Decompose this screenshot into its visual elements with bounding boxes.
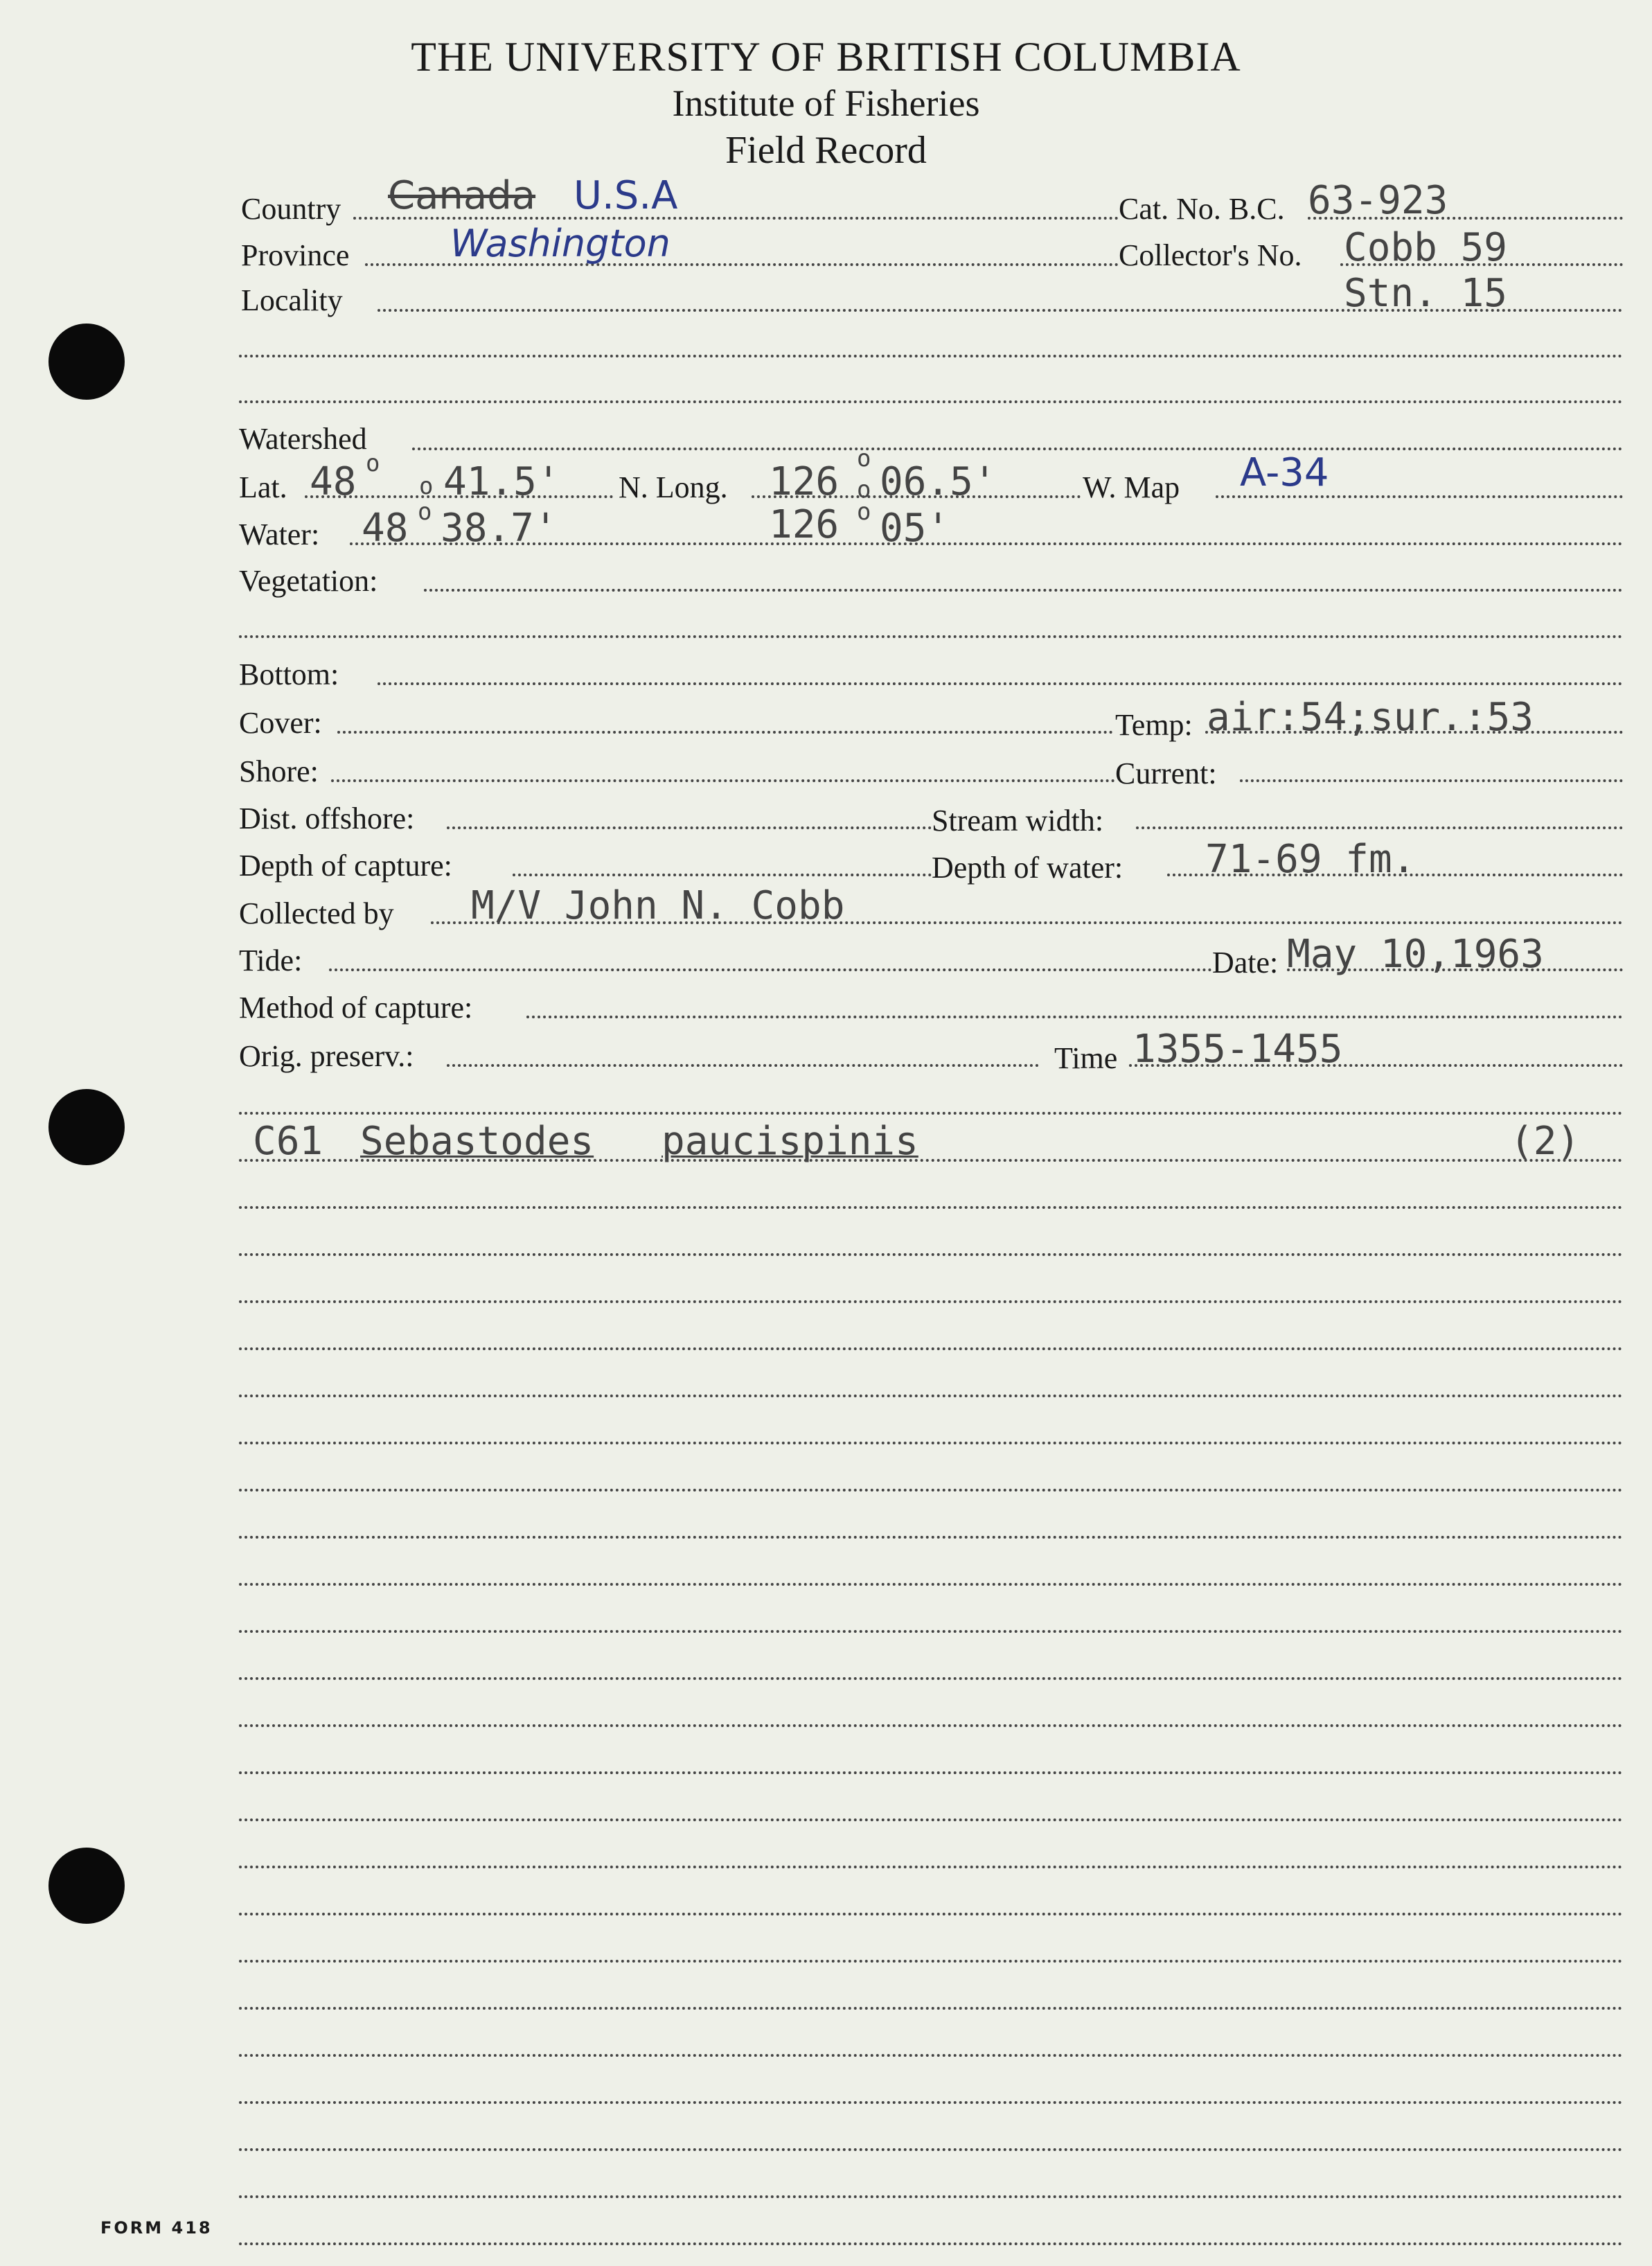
n-long-label: N. Long. [619, 470, 728, 504]
time-label: Time [1054, 1041, 1118, 1075]
blank-line [239, 2007, 1623, 2010]
vegetation-label: Vegetation: [239, 564, 378, 598]
shore-line [331, 779, 1115, 782]
locality-line [239, 355, 1623, 357]
temp-label: Temp: [1115, 708, 1193, 742]
form-title: Field Record [725, 129, 927, 172]
blank-line [239, 2242, 1623, 2245]
cover-line [337, 731, 1113, 734]
blank-line [239, 1913, 1623, 1915]
country-value: U.S.A [574, 173, 678, 218]
water-label: Water: [239, 517, 320, 551]
degree-symbol: o [857, 498, 871, 526]
degree-symbol: o [857, 445, 871, 472]
water-lat-deg-value: 48 [362, 506, 409, 551]
cat-no-value: 63-923 [1308, 178, 1448, 223]
depth-water-value: 71-69 fm. [1205, 837, 1416, 882]
watershed-label: Watershed [239, 422, 367, 456]
blank-line [239, 1442, 1623, 1444]
blank-line [239, 1866, 1623, 1868]
blank-line [239, 1536, 1623, 1539]
blank-line [239, 1771, 1623, 1774]
blank-line [239, 1818, 1623, 1821]
province-label: Province [241, 238, 350, 272]
water-long-deg-value: 126 [769, 502, 840, 547]
map-value: A-34 [1240, 450, 1329, 495]
blank-line [239, 1583, 1623, 1586]
blank-line [239, 2054, 1623, 2057]
blank-line [239, 1347, 1623, 1350]
blank-line [239, 1253, 1623, 1256]
orig-preserv-line [447, 1064, 1039, 1067]
collected-by-value: M/V John N. Cobb [471, 883, 845, 928]
institute-name: Institute of Fisheries [672, 82, 980, 124]
binder-hole [48, 1848, 125, 1924]
degree-symbol: o [418, 498, 432, 526]
stream-width-label: Stream width: [932, 804, 1104, 838]
blank-line [239, 1677, 1623, 1680]
specimen-line [239, 1159, 1623, 1162]
blank-line [239, 2195, 1623, 2198]
binder-hole [48, 324, 125, 400]
date-label: Date: [1212, 946, 1279, 980]
shore-label: Shore: [239, 754, 319, 788]
dist-offshore-label: Dist. offshore: [239, 802, 415, 835]
cover-label: Cover: [239, 706, 322, 740]
blank-line [239, 2148, 1623, 2151]
lat-min-value: 41.5' [443, 459, 560, 504]
collectors-no-label: Collector's No. [1119, 238, 1302, 272]
blank-line [239, 1630, 1623, 1633]
watershed-line [412, 448, 1623, 450]
degree-symbol: o [366, 450, 380, 477]
bottom-label: Bottom: [239, 657, 339, 691]
lat-label: Lat. [239, 470, 287, 504]
current-line [1240, 779, 1623, 782]
orig-preserv-label: Orig. preserv.: [239, 1039, 414, 1073]
tide-label: Tide: [239, 944, 303, 977]
degree-symbol: o [419, 472, 434, 500]
stream-width-line [1136, 826, 1623, 829]
w-map-label: W. Map [1083, 470, 1180, 504]
specimen-code: C61 [253, 1119, 323, 1164]
blank-line [239, 1206, 1623, 1209]
tide-line [329, 968, 1212, 971]
lat-deg-value: 48 [310, 459, 357, 504]
specimen-count: (2) [1510, 1119, 1581, 1164]
degree-symbol: o [857, 476, 871, 504]
blank-line [239, 1960, 1623, 1963]
specimen-genus: Sebastodes [360, 1119, 594, 1164]
dist-offshore-line [447, 826, 932, 829]
country-label: Country [241, 192, 341, 226]
depth-water-label: Depth of water: [932, 851, 1123, 885]
specimen-species: paucispinis [661, 1119, 918, 1164]
locality-line [239, 400, 1623, 403]
water-lat-min-value: 38.7' [441, 506, 558, 551]
collected-by-label: Collected by [239, 896, 394, 930]
depth-capture-label: Depth of capture: [239, 849, 452, 883]
vegetation-line [424, 589, 1623, 592]
collectors-no-value: Cobb 59 [1344, 225, 1508, 270]
cat-no-label: Cat. No. B.C. [1119, 192, 1285, 226]
time-value: 1355-1455 [1133, 1027, 1343, 1072]
blank-line [239, 1112, 1623, 1115]
date-value: May 10,1963 [1287, 932, 1544, 977]
binder-hole [48, 1089, 125, 1165]
blank-line [239, 1300, 1623, 1303]
blank-line [239, 2101, 1623, 2104]
bottom-line [378, 682, 1623, 685]
university-name: THE UNIVERSITY OF BRITISH COLUMBIA [411, 34, 1241, 80]
long-min-value: 06.5' [880, 459, 997, 504]
method-line [526, 1016, 1623, 1018]
method-label: Method of capture: [239, 991, 473, 1025]
current-label: Current: [1115, 756, 1217, 790]
depth-capture-line [513, 874, 932, 876]
water-long-min-value: 05' [880, 506, 950, 551]
map-line [1216, 495, 1623, 498]
station-value: Stn. 15 [1344, 271, 1508, 316]
blank-line [239, 1724, 1623, 1727]
form-number: FORM 418 [100, 2218, 213, 2238]
vegetation-line [239, 635, 1623, 638]
long-deg-value: 126 [769, 459, 840, 504]
blank-line [239, 1489, 1623, 1492]
temp-value: air:54;sur.:53 [1207, 695, 1534, 740]
blank-line [239, 1395, 1623, 1397]
province-value: Washington [450, 222, 670, 265]
locality-label: Locality [241, 283, 343, 317]
country-struck-value: Canada [388, 173, 536, 218]
